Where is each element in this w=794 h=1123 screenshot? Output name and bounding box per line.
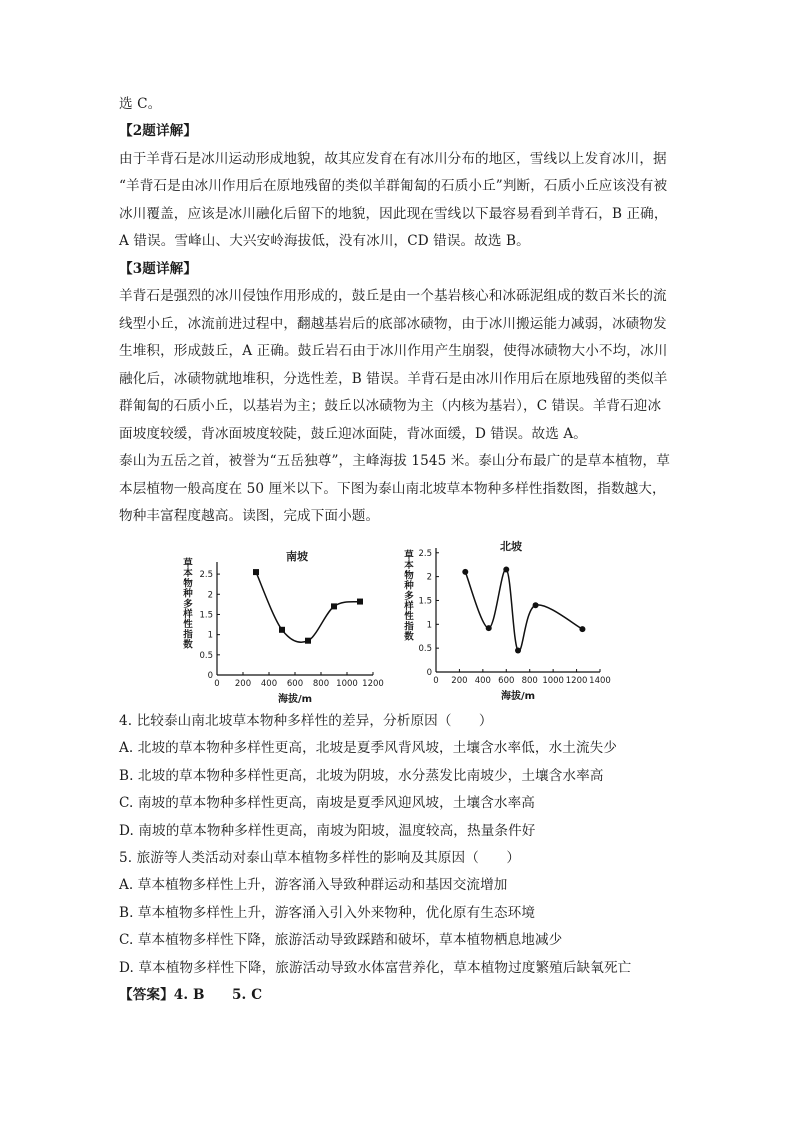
option-d: D. 南坡的草本物种多样性更高，南坡为阳坡，温度较高，热量条件好 — [119, 823, 536, 839]
data-point — [331, 603, 337, 609]
section-heading: 【3题详解】 — [119, 261, 198, 277]
y-tick-label: 2.5 — [418, 548, 432, 559]
text-line: 物种丰富程度越高。读图，完成下面小题。 — [119, 508, 380, 524]
x-tick-label: 1000 — [542, 676, 564, 686]
x-tick-label: 1000 — [336, 679, 358, 689]
x-tick-label: 400 — [474, 676, 491, 686]
data-point — [279, 627, 285, 633]
y-tick-label: 1 — [207, 630, 213, 641]
series-line — [256, 572, 360, 642]
x-tick-label: 1400 — [589, 676, 611, 686]
series-line — [465, 569, 582, 651]
y-tick-label: 0.5 — [199, 650, 213, 661]
y-axis-label: 草本物种多样性指数 — [183, 558, 193, 651]
y-tick-label: 1 — [426, 620, 432, 631]
data-point — [305, 638, 311, 644]
chart-title: 北坡 — [500, 540, 522, 553]
y-tick-label: 2.5 — [199, 570, 213, 581]
data-point — [357, 599, 363, 605]
data-point — [503, 566, 509, 572]
y-tick-label: 1.5 — [199, 610, 213, 621]
chart-title: 南坡 — [286, 550, 308, 563]
x-tick-label: 1200 — [362, 679, 384, 689]
south-slope-chart — [175, 540, 390, 705]
data-point — [515, 648, 521, 654]
text-line: 融化后，冰碛物就地堆积，分选性差，B 错误。羊背石是由冰川作用后在原地残留的类似羊 — [119, 371, 668, 387]
data-point — [253, 569, 259, 575]
question-stem: 4. 比较泰山南北坡草本物种多样性的差异，分析原因（ ） — [119, 713, 493, 729]
x-tick-label: 800 — [312, 679, 330, 689]
y-tick-label: 0 — [426, 668, 432, 678]
text-line: 线型小丘，冰流前进过程中，翻越基岩后的底部冰碛物，由于冰川搬运能力减弱，冰碛物发 — [119, 316, 667, 332]
option-d: D. 草本植物多样性下降，旅游活动导致水体富营养化，草本植物过度繁殖后缺氧死亡 — [119, 960, 632, 976]
x-axis-label: 海拔/m — [500, 691, 536, 702]
text-line: 面坡度较缓，背冰面坡度较陡，鼓丘迎冰面陡，背冰面缓，D 错误。故选 A。 — [119, 426, 587, 442]
option-c: C. 南坡的草本物种多样性更高，南坡是夏季风迎风坡，土壤含水率高 — [119, 795, 535, 811]
data-point — [579, 626, 585, 632]
text-line: 由于羊背石是冰川运动形成地貌，故其应发育在有冰川分布的地区，雪线以上发育冰川，据 — [119, 151, 667, 167]
text-line: 泰山为五岳之首，被誉为“五岳独尊”，主峰海拔 1545 米。泰山分布最广的是草本植物，草 — [119, 453, 670, 469]
answer-line: 【答案】4. B 5. C — [119, 987, 263, 1003]
north-slope-chart — [398, 535, 623, 705]
x-tick-label: 0 — [433, 676, 439, 686]
y-tick-label: 2 — [207, 590, 213, 601]
x-tick-label: 200 — [451, 676, 468, 686]
option-b: B. 北坡的草本物种多样性更高，北坡为阴坡，水分蒸发比南坡少，土壤含水率高 — [119, 768, 604, 784]
option-c: C. 草本植物多样性下降，旅游活动导致踩踏和破坏，草本植物栖息地减少 — [119, 932, 563, 948]
y-tick-label: 0 — [207, 671, 213, 681]
text-line: “羊背石是由冰川作用后在原地残留的类似羊群匍匐的石质小丘”判断，石质小丘应该没有被 — [119, 178, 668, 194]
data-point — [486, 625, 492, 631]
question-stem: 5. 旅游等人类活动对泰山草本植物多样性的影响及其原因（ ） — [119, 850, 521, 866]
y-tick-label: 2 — [426, 572, 432, 583]
x-axis-label: 海拔/m — [277, 694, 313, 705]
y-tick-label: 0.5 — [418, 644, 432, 655]
x-tick-label: 400 — [260, 679, 278, 689]
text-line: 羊背石是强烈的冰川侵蚀作用形成的，鼓丘是由一个基岩核心和冰砾泥组成的数百米长的流 — [119, 288, 667, 304]
y-tick-label: 1.5 — [418, 596, 432, 607]
x-tick-label: 200 — [234, 679, 252, 689]
option-b: B. 草本植物多样性上升，游客涌入引入外来物种，优化原有生态环境 — [119, 905, 536, 921]
text-line: 群匍匐的石质小丘，以基岩为主；鼓丘以冰碛物为主（内核为基岩），C 错误。羊背石迎冰 — [119, 398, 662, 414]
option-a: A. 草本植物多样性上升，游客涌入导致种群运动和基因交流增加 — [119, 877, 508, 893]
text-line: 冰川覆盖，应该是冰川融化后留下的地貌，因此现在雪线以下最容易看到羊背石，B 正确， — [119, 206, 668, 222]
section-heading: 【2题详解】 — [119, 123, 198, 139]
x-tick-label: 600 — [498, 676, 515, 686]
text-line: 本层植物一般高度在 50 厘米以下。下图为泰山南北坡草本物种多样性指数图，指数越大， — [119, 481, 666, 497]
y-axis-label: 草本物种多样性指数 — [404, 550, 414, 643]
text-line: 生堆积，形成鼓丘，A 正确。鼓丘岩石由于冰川作用产生崩裂，使得冰碛物大小不均，冰川 — [119, 343, 668, 359]
x-tick-label: 800 — [521, 676, 538, 686]
x-tick-label: 0 — [214, 679, 220, 689]
x-tick-label: 600 — [286, 679, 304, 689]
data-point — [533, 602, 539, 608]
text-line: 选 C。 — [119, 96, 162, 112]
x-tick-label: 1200 — [565, 676, 588, 686]
option-a: A. 北坡的草本物种多样性更高，北坡是夏季风背风坡，土壤含水率低，水土流失少 — [119, 740, 618, 756]
data-point — [462, 569, 468, 575]
text-line: A 错误。雪峰山、大兴安岭海拔低，没有冰川，CD 错误。故选 B。 — [119, 233, 530, 249]
